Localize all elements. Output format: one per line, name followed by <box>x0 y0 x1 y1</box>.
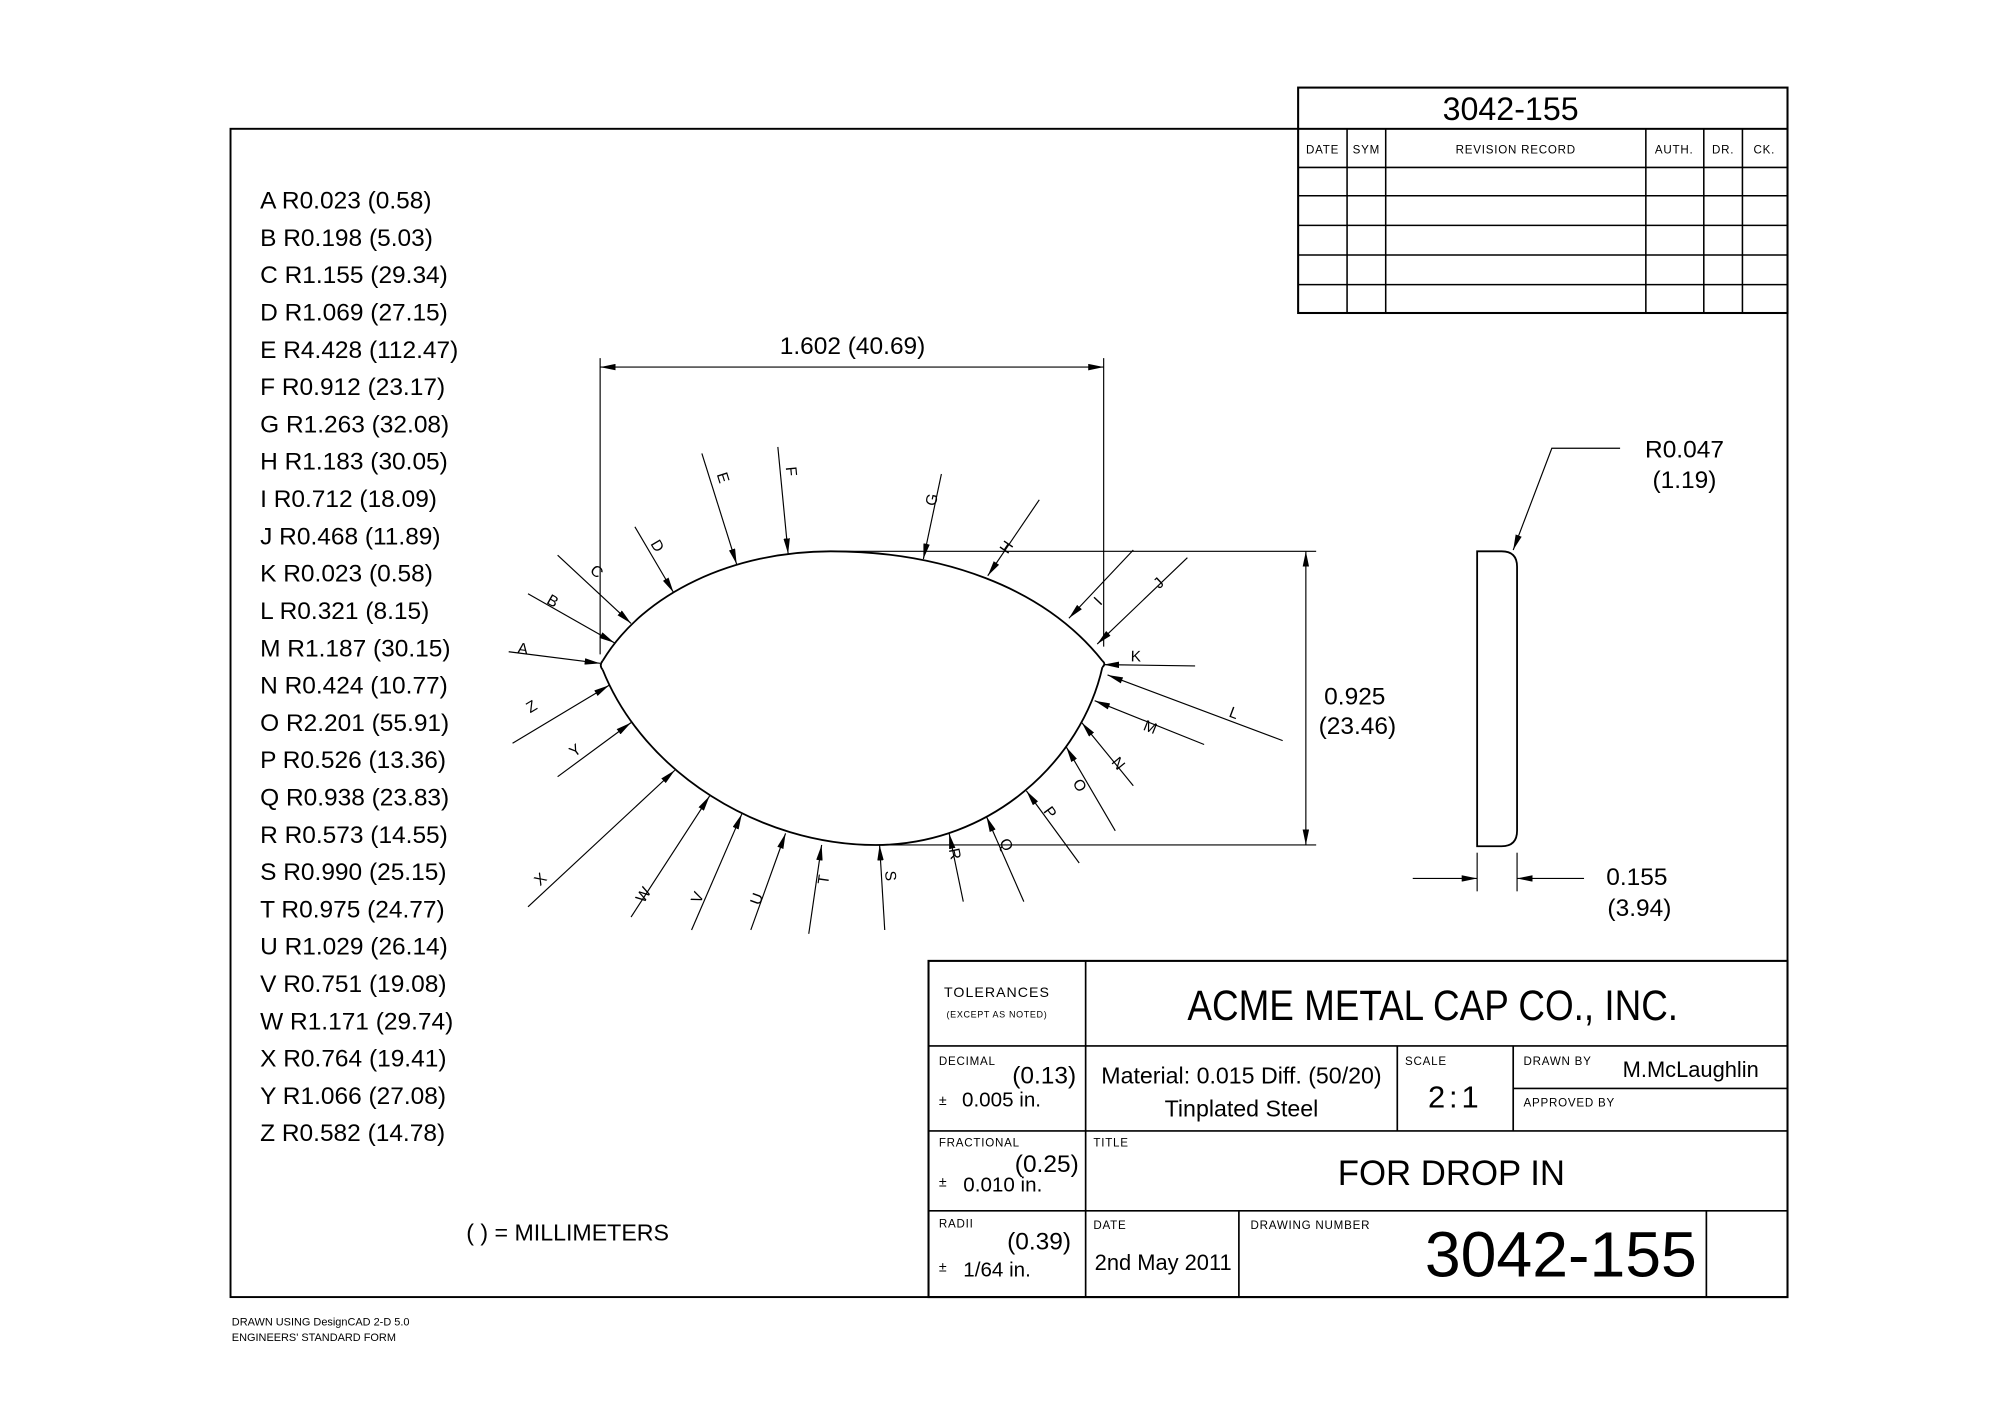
leader-label-a: A <box>516 640 530 659</box>
leader-label-n: N <box>1107 754 1128 774</box>
decimal-plusminus: ± <box>938 1093 947 1110</box>
drawn-by-label: DRAWN BY <box>1523 1056 1592 1069</box>
leader-label-t: T <box>815 873 834 886</box>
drawn-by-name: M.McLaughlin <box>1622 1056 1759 1082</box>
revision-header-ck: CK. <box>1753 144 1776 157</box>
radius-callout-w: W R1.171 (29.74) <box>260 1008 454 1036</box>
radius-callout-u: U R1.029 (26.14) <box>260 933 448 961</box>
height-dimension-mm: (23.46) <box>1318 713 1397 741</box>
footer-form-note: ENGINEERS' STANDARD FORM <box>231 1331 396 1344</box>
leader-label-m: M <box>1140 717 1160 739</box>
revision-drawing-number: 3042-155 <box>1442 90 1579 127</box>
radius-callout-l: L R0.321 (8.15) <box>260 598 430 626</box>
radius-callout-t: T R0.975 (24.77) <box>260 896 445 924</box>
leader-label-c: C <box>586 561 607 582</box>
leader-label-h: H <box>996 538 1018 557</box>
radius-callout-d: D R1.069 (27.15) <box>260 299 448 327</box>
radii-value: 1/64 in. <box>963 1258 1031 1282</box>
radii-plusminus: ± <box>938 1259 947 1276</box>
revision-header-record: REVISION RECORD <box>1455 144 1576 157</box>
width-dimension-label: 1.602 (40.69) <box>779 333 926 361</box>
leader-label-s: S <box>881 870 899 882</box>
leader-label-w: W <box>632 884 656 906</box>
decimal-mm: (0.13) <box>1012 1062 1077 1090</box>
leader-label-z: Z <box>523 697 541 717</box>
leader-label-o: O <box>1068 776 1090 796</box>
radius-callout-y: Y R1.066 (27.08) <box>260 1082 447 1110</box>
radius-callout-c: C R1.155 (29.34) <box>260 262 448 290</box>
material-line-2: Tinplated Steel <box>1164 1095 1319 1122</box>
decimal-value: 0.005 in. <box>962 1088 1042 1112</box>
radius-callout-x: X R0.764 (19.41) <box>260 1045 447 1073</box>
leader-label-g: G <box>922 492 942 508</box>
radii-label: RADII <box>938 1218 974 1231</box>
leader-label-u: U <box>747 890 768 908</box>
edge-radius-inches: R0.047 <box>1645 436 1724 464</box>
leader-label-i: I <box>1090 594 1107 609</box>
radius-callout-v: V R0.751 (19.08) <box>260 971 447 999</box>
leader-label-q: Q <box>995 836 1016 854</box>
thickness-inches: 0.155 <box>1606 863 1668 891</box>
leader-label-b: B <box>543 591 562 612</box>
company-name: ACME METAL CAP CO., INC. <box>1187 983 1679 1031</box>
drawing-number: 3042-155 <box>1424 1218 1697 1291</box>
revision-header-auth: AUTH. <box>1654 144 1694 157</box>
date-label: DATE <box>1093 1219 1127 1232</box>
units-note: ( ) = MILLIMETERS <box>466 1219 669 1246</box>
revision-header-sym: SYM <box>1352 144 1381 157</box>
tolerances-heading: TOLERANCES <box>943 984 1051 1001</box>
fractional-label: FRACTIONAL <box>938 1137 1020 1150</box>
tolerances-note: (EXCEPT AS NOTED) <box>946 1009 1048 1020</box>
leader-label-p: P <box>1039 803 1060 822</box>
radius-callout-n: N R0.424 (10.77) <box>260 672 448 700</box>
footer-software-note: DRAWN USING DesignCAD 2-D 5.0 <box>231 1316 410 1329</box>
scale-value: 2:1 <box>1427 1079 1483 1115</box>
revision-header-dr: DR. <box>1711 144 1735 157</box>
fractional-plusminus: ± <box>938 1174 947 1191</box>
radius-callout-e: E R4.428 (112.47) <box>260 336 459 364</box>
leader-label-x: X <box>531 870 551 890</box>
thickness-mm: (3.94) <box>1607 894 1672 922</box>
fractional-mm: (0.25) <box>1014 1151 1079 1179</box>
drawing-title: FOR DROP IN <box>1337 1155 1566 1194</box>
edge-radius-mm: (1.19) <box>1652 467 1717 495</box>
revision-header-date: DATE <box>1306 144 1340 157</box>
radius-callout-g: G R1.263 (32.08) <box>260 411 450 439</box>
radius-callout-k: K R0.023 (0.58) <box>260 560 433 588</box>
radius-callout-s: S R0.990 (25.15) <box>260 859 447 887</box>
radius-callout-h: H R1.183 (30.05) <box>260 448 448 476</box>
radius-callout-j: J R0.468 (11.89) <box>260 523 441 551</box>
leader-label-l: L <box>1226 704 1241 724</box>
leader-label-j: J <box>1150 574 1168 593</box>
radius-callout-a: A R0.023 (0.58) <box>260 187 432 215</box>
radius-callout-o: O R2.201 (55.91) <box>260 709 450 737</box>
title-label: TITLE <box>1093 1137 1129 1150</box>
radius-callout-f: F R0.912 (23.17) <box>260 374 446 402</box>
radius-callout-z: Z R0.582 (14.78) <box>260 1120 446 1148</box>
radius-callout-m: M R1.187 (30.15) <box>260 635 451 663</box>
radius-callout-q: Q R0.938 (23.83) <box>260 784 450 812</box>
leader-label-r: R <box>944 846 964 862</box>
radius-callout-b: B R0.198 (5.03) <box>260 225 433 253</box>
drawing-number-label: DRAWING NUMBER <box>1250 1219 1371 1232</box>
leader-label-d: D <box>646 537 667 556</box>
leader-label-f: F <box>781 465 800 477</box>
scale-label: SCALE <box>1405 1056 1447 1069</box>
decimal-label: DECIMAL <box>938 1056 996 1069</box>
leader-label-k: K <box>1130 648 1142 666</box>
height-dimension-inches: 0.925 <box>1324 683 1386 711</box>
material-line-1: Material: 0.015 Diff. (50/20) <box>1101 1062 1382 1089</box>
radius-callout-r: R R0.573 (14.55) <box>260 821 448 849</box>
radius-callout-p: P R0.526 (13.36) <box>260 747 447 775</box>
radii-mm: (0.39) <box>1007 1228 1071 1256</box>
leader-label-y: Y <box>566 741 585 761</box>
drawing-date: 2nd May 2011 <box>1094 1250 1232 1276</box>
leader-label-e: E <box>712 470 733 486</box>
radius-callout-i: I R0.712 (18.09) <box>260 486 437 514</box>
leader-label-v: V <box>688 889 708 906</box>
fractional-value: 0.010 in. <box>963 1173 1043 1197</box>
approved-by-label: APPROVED BY <box>1523 1097 1616 1110</box>
